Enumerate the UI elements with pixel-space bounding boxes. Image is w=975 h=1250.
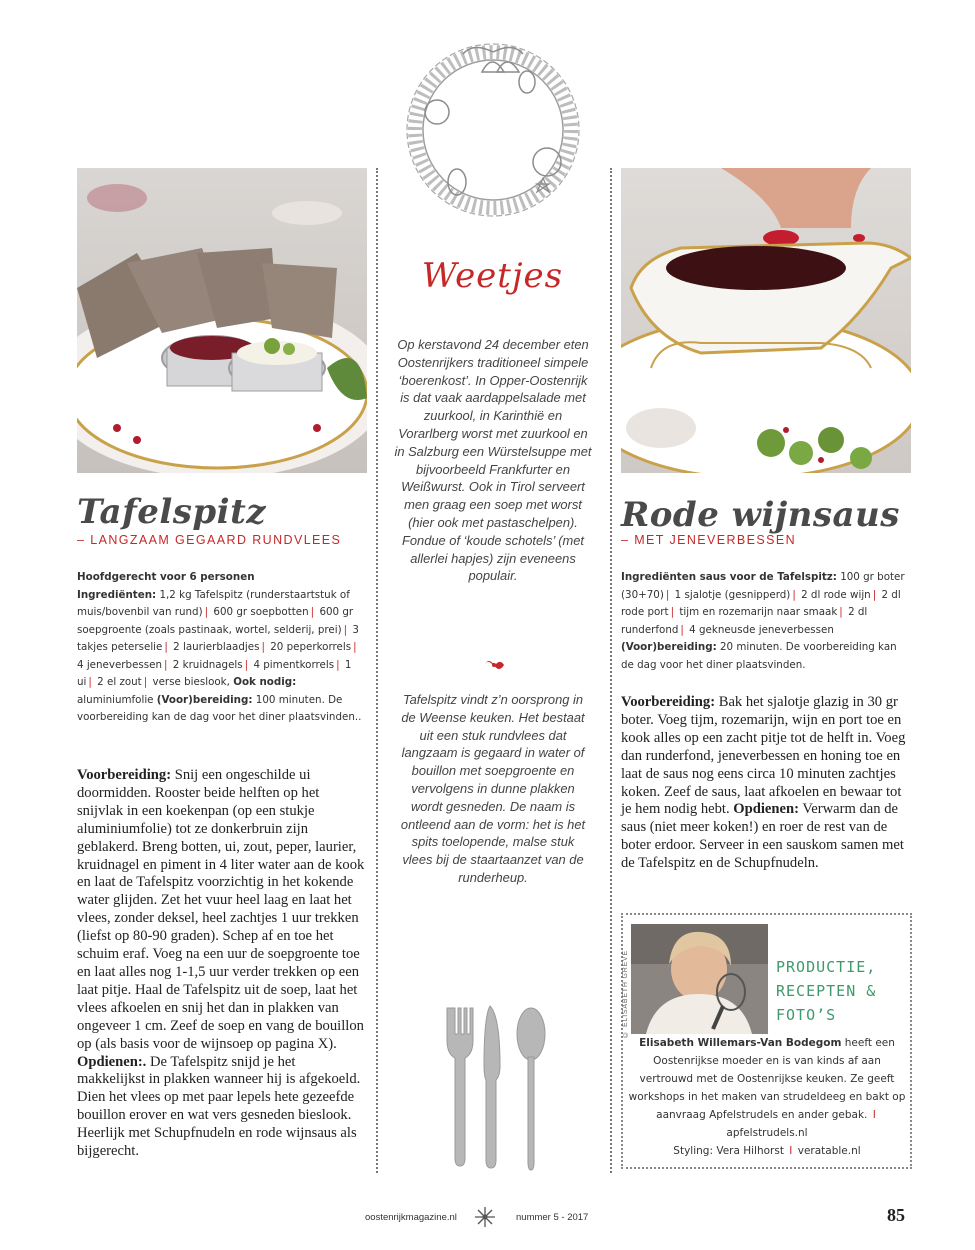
ingredient: 600 gr soepbotten	[213, 606, 309, 618]
photo-credit: © ELISABETH GREVE	[622, 950, 629, 1038]
ingredient: 1 ui	[77, 658, 352, 688]
column-divider-left	[376, 168, 378, 1173]
ingredient: 600 gr soepgroente (zoals pastinaak, wortel, selderij, prei)	[77, 606, 354, 636]
wijnsaus-ingredients-block: Ingrediënten saus voor de Tafelspitz: 100 gr boter (30+70) | 1 sjalotje (gesnipperd) | 2 dl rode wijn | 2 dl rode port | tijm en rozemarijn naar smaak | 2 dl runderfond | 4 gekneusde jeneverbessen (Voor)bereiding: 20 minuten. De voorbereiding kan de dag voor het diner plaatsvinden.	[621, 571, 905, 671]
credits-heading-line: RECEPTEN &	[776, 982, 877, 1000]
ingredient: 3 takjes peterselie	[77, 623, 359, 653]
rode-wijnsaus-photo	[621, 168, 911, 473]
needed-items: aluminiumfolie	[77, 693, 154, 706]
tafelspitz-ingredients-block: Hoofdgerecht voor 6 personen Ingrediënten: 1,2 kg Tafelspitz (runderstaartstuk of muis/bovenbil van rund) | 600 gr soepbotten | 600 gr soepgroente (zoals pastinaak, wortel, selderij, prei) | 3 takjes peterselie | 2 laurierblaadjes | 20 peperkorrels | 4 jeneverbessen | 2 kruidnagels | 4 pimentkorrels | 1 ui | 2 el zout | verse bieslook, Ook nodig: aluminiumfolie (Voor)bereiding: 100 minuten. De voorbereiding kan de dag voor het diner plaatsvinden..	[77, 571, 362, 723]
cutlery-illustration	[435, 1002, 555, 1172]
tafelspitz-instructions	[77, 767, 367, 1161]
ingredient: 4 gekneusde jeneverbessen	[689, 623, 834, 636]
prep-time: 100 minuten. De voorbereiding kan de dag voor het diner plaatsvinden..	[77, 693, 362, 723]
ingredient: 2 dl runderfond	[621, 606, 868, 636]
tafelspitz-photo	[77, 168, 367, 473]
star-icon	[474, 1206, 496, 1228]
needed-label: Ook nodig:	[233, 676, 297, 688]
credits-heading-line: FOTO’S	[776, 1006, 837, 1024]
author-name: Elisabeth Willemars-Van Bodegom	[639, 1037, 842, 1049]
ingredient: 4 jeneverbessen	[77, 658, 163, 671]
instructions-text: Snij een ongeschilde ui doormidden. Rooster beide helften op het snijvlak in een koekenpan (op een stukje aluminiumfolie) tot ze donkerbruin zijn geblakerd. Breng botten, ui, zout, peper, laurier, kruidnagel en piment in 4 liter water aan de kook en laat de Tafelspitz voorzichtig in het kokende water glijden. Zet het vuur heel laag en laat het vlees, zonder deksel, heel zachtjes 1 uur trekken (liefst op 80-90 graden). Schep af en toe het schuim eraf. Voeg na een uur de soepgroente toe en laat alles nog 1-1,5 uur verder trekken op een laat pitje. Haal de Tafelspitz uit de soep, laat het vlees afkoelen en snij het dan in plakken van ongeveer 1 cm. Zeef de soep en vang de bouillon op (als basis voor de wijnsoep op pagina X).	[77, 767, 365, 1052]
prep-label: (Voor)bereiding:	[621, 641, 717, 653]
styling-credit: Styling: Vera Hilhorst	[673, 1145, 784, 1157]
tafelspitz-title: Tafelspitz	[77, 492, 267, 532]
author-portrait	[631, 924, 768, 1034]
weetjes-title: Weetjes	[421, 256, 564, 296]
weetjes-text-1: Op kerstavond 24 december eten Oostenrijkers traditioneel simpele ‘boerenkost’. In Opper-Oostenrijk is dat vaak aardappelsalade met zuurkool, in Karinthië en Vorarlberg worst met zuurkool en in Salzburg een Würstelsuppe met bijvoorbeeld Frankfurter en Weißwurst. Ook in Tirol serveert men graag een soep met worst (hier ook met pastaschelpen). Fondue of ‘koude schotels’ (met allerlei hapjes) zijn eveneens populair.	[394, 337, 592, 584]
credits-heading-line: PRODUCTIE,	[776, 958, 877, 976]
column-divider-right	[610, 168, 612, 1173]
page-number: 85	[887, 1205, 905, 1225]
ingredient: 100 gr boter (30+70)	[621, 571, 905, 601]
instructions-text: Bak het sjalotje glazig in 30 gr boter. Voeg tijm, rozemarijn, wijn en port toe en kook alles op een zacht pitje tot de helft in. Voeg dan runderfond, jeneverbessen en honing toe en laat de saus nog eens circa 10 minuten zachtjes koken. Zeef de saus, laat afkoelen en bewaar tot je hem nodig hebt.	[621, 694, 906, 818]
separator: I	[872, 1109, 876, 1121]
ingredient: 2 kruidnagels	[172, 658, 243, 671]
serve-text: Verwarm dan de saus (niet meer koken!) en roer de rest van de boter erdoor. Serveer in een sauskom samen met de Tafelspitz en de Schupfnudeln.	[621, 801, 904, 872]
wijnsaus-title: Rode wijnsaus	[621, 495, 900, 535]
ingredient: 2 el zout	[97, 676, 142, 688]
wijnsaus-ing-label: Ingrediënten saus voor de Tafelspitz:	[621, 571, 837, 583]
ingredient: 4 pimentkorrels	[253, 658, 335, 671]
ornament-icon	[481, 656, 507, 672]
ingredient: verse bieslook,	[152, 676, 230, 688]
ingredient: 2 dl rode wijn	[801, 588, 871, 601]
styling-website[interactable]: veratable.nl	[797, 1145, 861, 1157]
ingredient: 2 dl rode port	[621, 588, 901, 618]
tafelspitz-subtitle: – LANGZAAM GEGAARD RUNDVLEES	[77, 533, 342, 547]
ingredient: 1 sjalotje (gesnipperd)	[674, 588, 791, 601]
credits-heading	[776, 955, 906, 1027]
separator: I	[789, 1145, 793, 1157]
serve-text: De Tafelspitz snijd je het makkelijkst in plakken wanneer hij is afgekoeld. Dien het vlees op met paar lepels hete gezeefde bouillon erover en wat vers gesneden bieslook. Heerlijk met Schupfnudeln en rode wijnsaus als bijgerecht.	[77, 1053, 361, 1160]
ingredient: 2 laurierblaadjes	[173, 641, 260, 653]
prep-label: (Voor)bereiding:	[156, 693, 253, 706]
instructions-label: Voorbereiding:	[77, 767, 172, 783]
tafelspitz-serves: Hoofdgerecht voor 6 personen	[77, 571, 255, 583]
author-bio	[627, 1034, 907, 1160]
instructions-label: Voorbereiding:	[621, 694, 716, 710]
prep-time: 20 minuten. De voorbereiding kan de dag voor het diner plaatsvinden.	[621, 641, 897, 671]
ingredient: 20 peperkorrels	[270, 641, 352, 653]
footer-issue: nummer 5 - 2017	[516, 1212, 589, 1223]
wijnsaus-subtitle: – MET JENEVERBESSEN	[621, 533, 797, 547]
author-website[interactable]: apfelstrudels.nl	[726, 1127, 808, 1139]
christmas-wreath-illustration	[397, 32, 589, 222]
serve-label: Opdienen:.	[77, 1053, 147, 1070]
tafelspitz-ing-label: Ingrediënten:	[77, 588, 157, 601]
wijnsaus-instructions	[621, 694, 912, 873]
footer-site[interactable]: oostenrijkmagazine.nl	[365, 1212, 457, 1223]
weetjes-text-2: Tafelspitz vindt z’n oorsprong in de Weense keuken. Het bestaat uit een stuk rundvlees dat langzaam is gegaard in water of bouillon met soepgroente en vervolgens in dunne plakken wordt gesneden. De naam is ontleend aan de vorm: het is het spits toelopende, malse stuk vlees bij de staartaanzet van de runderheup.	[400, 692, 586, 885]
ingredient: 1,2 kg Tafelspitz (runderstaartstuk of muis/bovenbil van rund)	[77, 588, 350, 618]
serve-label: Opdienen:	[733, 801, 799, 818]
author-bio-text: heeft een Oostenrijkse moeder en is van kinds af aan vertrouwd met de Oostenrijkse keuken. Ze geeft workshops in het maken van strudeldeeg en bakt op aanvraag Apfelstrudels en ander gebak.	[628, 1037, 906, 1121]
ingredient: tijm en rozemarijn naar smaak	[679, 606, 838, 618]
